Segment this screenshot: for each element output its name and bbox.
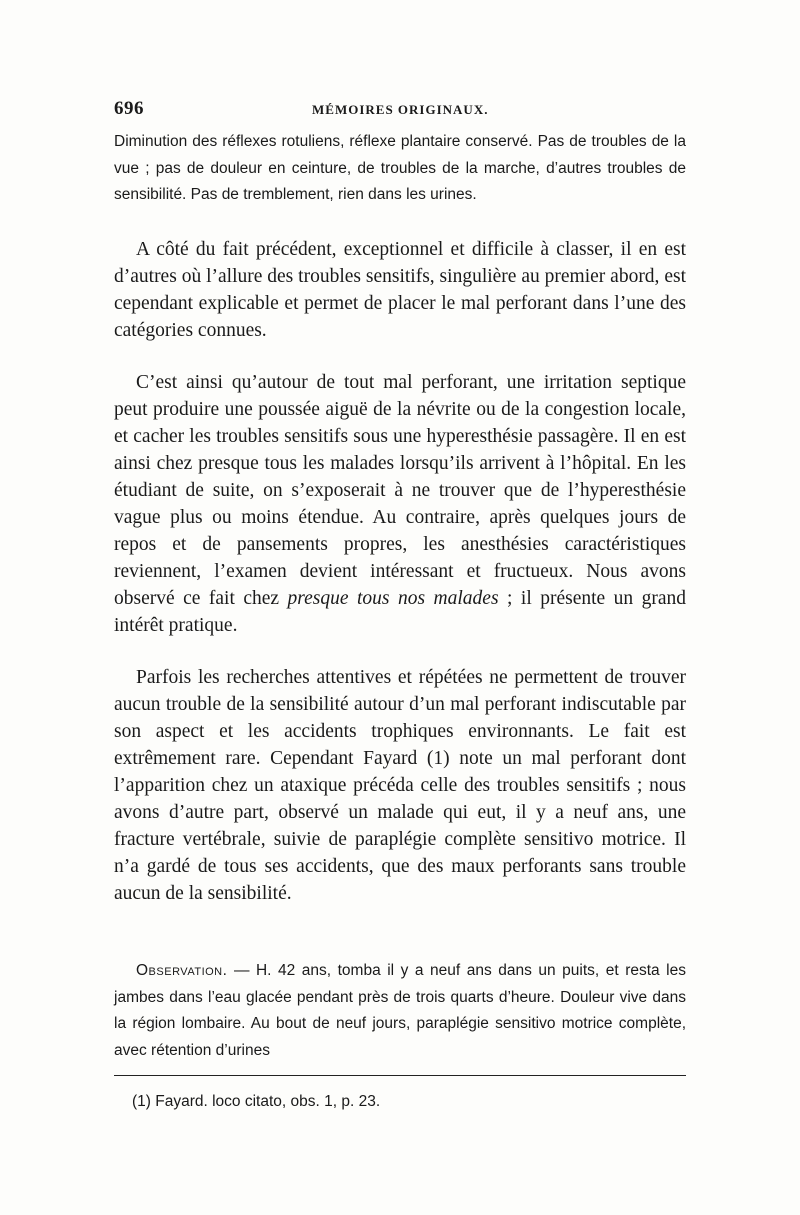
paragraph-hyperesthesia-end: ; il présente un grand intérêt pratique.: [114, 588, 687, 636]
paragraph-hyperesthesia: [114, 369, 686, 639]
paragraph-no-sensory-trouble: Parfois les recherches attentives et répétées ne permettent de trouver aucun trouble de la sensibilité autour d’un mal perforant indiscutable par son aspect et les accidents trophiques environnants. Le fait est extrêmement rare. Cependant Fayard (1) note un mal perforant dont l’apparition chez un ataxique précéda celle des troubles sensitifs ; nous avons d’autre part, observé un malade qui eut, il y a neuf ans, une fracture vertébrale, suivie de paraplégie complète sensitivo motrice. Il n’a gardé de tous ses accidents, que des maux perforants sans trouble aucun de la sensibilité.: [114, 667, 686, 904]
paragraph-observation: [114, 958, 686, 1064]
italic-emphasis: presque tous nos malades: [287, 588, 499, 609]
observation-text: — H. 42 ans, tomba il y a neuf ans dans un puits, et resta les jambes dans l’eau glacée pendant près de trois quarts d’heure. Douleur vive dans la région lombaire. Au bout de neuf jours, paraplégie sensitivo motrice complète, avec rétention d’urines: [114, 962, 686, 1059]
observation-label: Observation.: [136, 962, 228, 979]
paragraph-classification: A côté du fait précédent, exceptionnel et difficile à classer, il en est d’autres où l’allure des troubles sensitifs, singulière au premier abord, est cependant explicable et permet de placer le mal perforant dans l’une des catégories connues.: [114, 239, 686, 341]
paragraph-case-findings: Diminution des réflexes rotuliens, réflexe plantaire conservé. Pas de troubles de la vue ; pas de douleur en ceinture, de troubles de la marche, d’autres troubles de sensibilité. Pas de tremblement, rien dans les urines.: [114, 133, 686, 203]
footnote-divider: [114, 1075, 686, 1076]
running-title: MÉMOIRES ORIGINAUX.: [312, 102, 489, 117]
footnote: (1) Fayard. loco citato, obs. 1, p. 23.: [132, 1093, 381, 1110]
paragraph-hyperesthesia-text: C’est ainsi qu’autour de tout mal perforant, une irritation septique peut produire une poussée aiguë de la névrite ou de la congestion locale, et cacher les troubles sensitifs sous une hyperesthésie passagère. Il en est ainsi chez presque tous les malades lorsqu’ils arrivent à l’hôpital. En les étudiant de suite, on s’exposerait à ne trouver que de l’hyperesthésie vague plus ou moins étendue. Au contraire, après quelques jours de repos et de pansements propres, les anesthésies caractéristiques reviennent, l’examen devient intéressant et fructueux. Nous avons observé ce fait chez: [114, 372, 686, 609]
page-number: 696: [114, 98, 144, 119]
page-header: [114, 98, 686, 122]
